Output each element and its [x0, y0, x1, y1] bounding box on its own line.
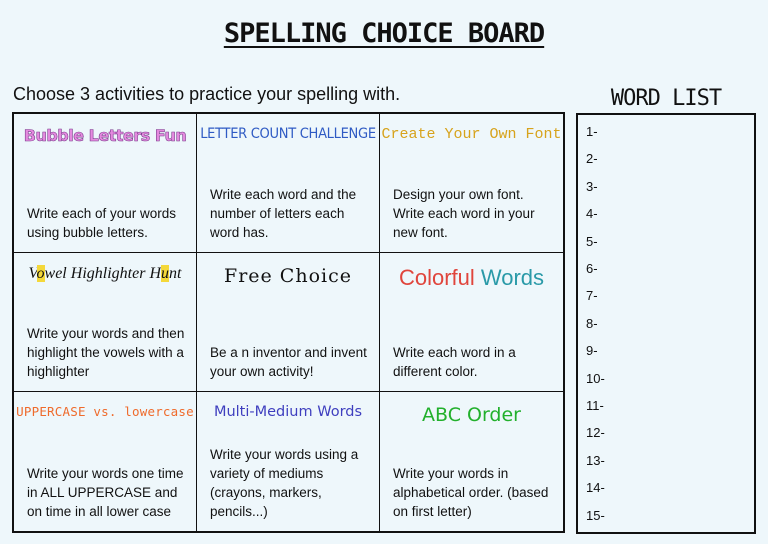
- cell-title: Vowel Highlighter Hunt: [28, 265, 182, 282]
- page-title: SPELLING CHOICE BOARD: [223, 18, 545, 49]
- word-list-item: 4-: [586, 206, 598, 222]
- word-list-item: 14-: [586, 480, 605, 496]
- board-cell-free-choice: [197, 253, 380, 392]
- cell-description: Write each of your words using bubble letters.: [27, 206, 177, 240]
- board-cell-uppercase-lowercase: [14, 392, 197, 531]
- board-cell-letter-count: [197, 114, 380, 253]
- cell-description: Write your words and then highlight the vowels with a highlighter: [27, 326, 185, 379]
- board-cell-abc-order: [380, 392, 563, 531]
- cell-title: Colorful Words: [398, 265, 545, 290]
- cell-description: Write each word in a different color.: [393, 345, 516, 379]
- word-list-item: 10-: [586, 370, 605, 386]
- word-list-item: 9-: [586, 343, 598, 359]
- instructions-text: Choose 3 activities to practice your spelling with.: [13, 84, 401, 104]
- cell-description: Be a n inventor and invent your own activity!: [210, 345, 367, 379]
- board-cell-bubble-letters: [14, 114, 197, 253]
- word-list-item: 1-: [586, 124, 598, 139]
- cell-title: UPPERCASE vs. lowercase: [16, 404, 194, 419]
- cell-description: Design your own font. Write each word in your new font.: [393, 187, 535, 240]
- choice-board: [12, 112, 565, 533]
- word-list-item: 5-: [586, 233, 598, 249]
- word-list-item: 7-: [586, 288, 598, 304]
- cell-title: Bubble Letters Fun: [23, 126, 187, 145]
- word-list-item: 15-: [586, 507, 605, 523]
- cell-title: Create Your Own Font: [381, 126, 562, 143]
- word-list-item: 8-: [586, 315, 598, 331]
- word-list-item: 11-: [586, 398, 604, 413]
- word-list-item: 12-: [586, 425, 605, 441]
- board-cell-vowel-hunt: [14, 253, 197, 392]
- board-cell-colorful-words: [380, 253, 563, 392]
- cell-title: ABC Order: [422, 404, 521, 426]
- cell-description: Write each word and the number of letters each word has.: [210, 187, 357, 240]
- board-cell-multi-medium: [197, 392, 380, 531]
- cell-description: Write your words using a variety of mediums (crayons, markers, pencils...): [210, 447, 359, 519]
- word-list-title: WORD LIST: [610, 86, 722, 111]
- word-list-item: 2-: [586, 151, 598, 167]
- cell-description: Write your words one time in ALL UPPERCASE and on time in all lower case: [27, 466, 184, 519]
- word-list-item: 6-: [586, 261, 598, 276]
- cell-title: LETTER COUNT CHALLENGE: [200, 126, 376, 142]
- word-list-item: 13-: [586, 452, 605, 468]
- cell-title: Multi-Medium Words: [213, 404, 363, 420]
- cell-title: Free Choice: [224, 265, 352, 287]
- word-list-box: [576, 113, 756, 534]
- board-cell-own-font: [380, 114, 563, 253]
- cell-description: Write your words in alphabetical order. (based on first letter): [393, 466, 549, 519]
- word-list-item: 3-: [586, 178, 598, 194]
